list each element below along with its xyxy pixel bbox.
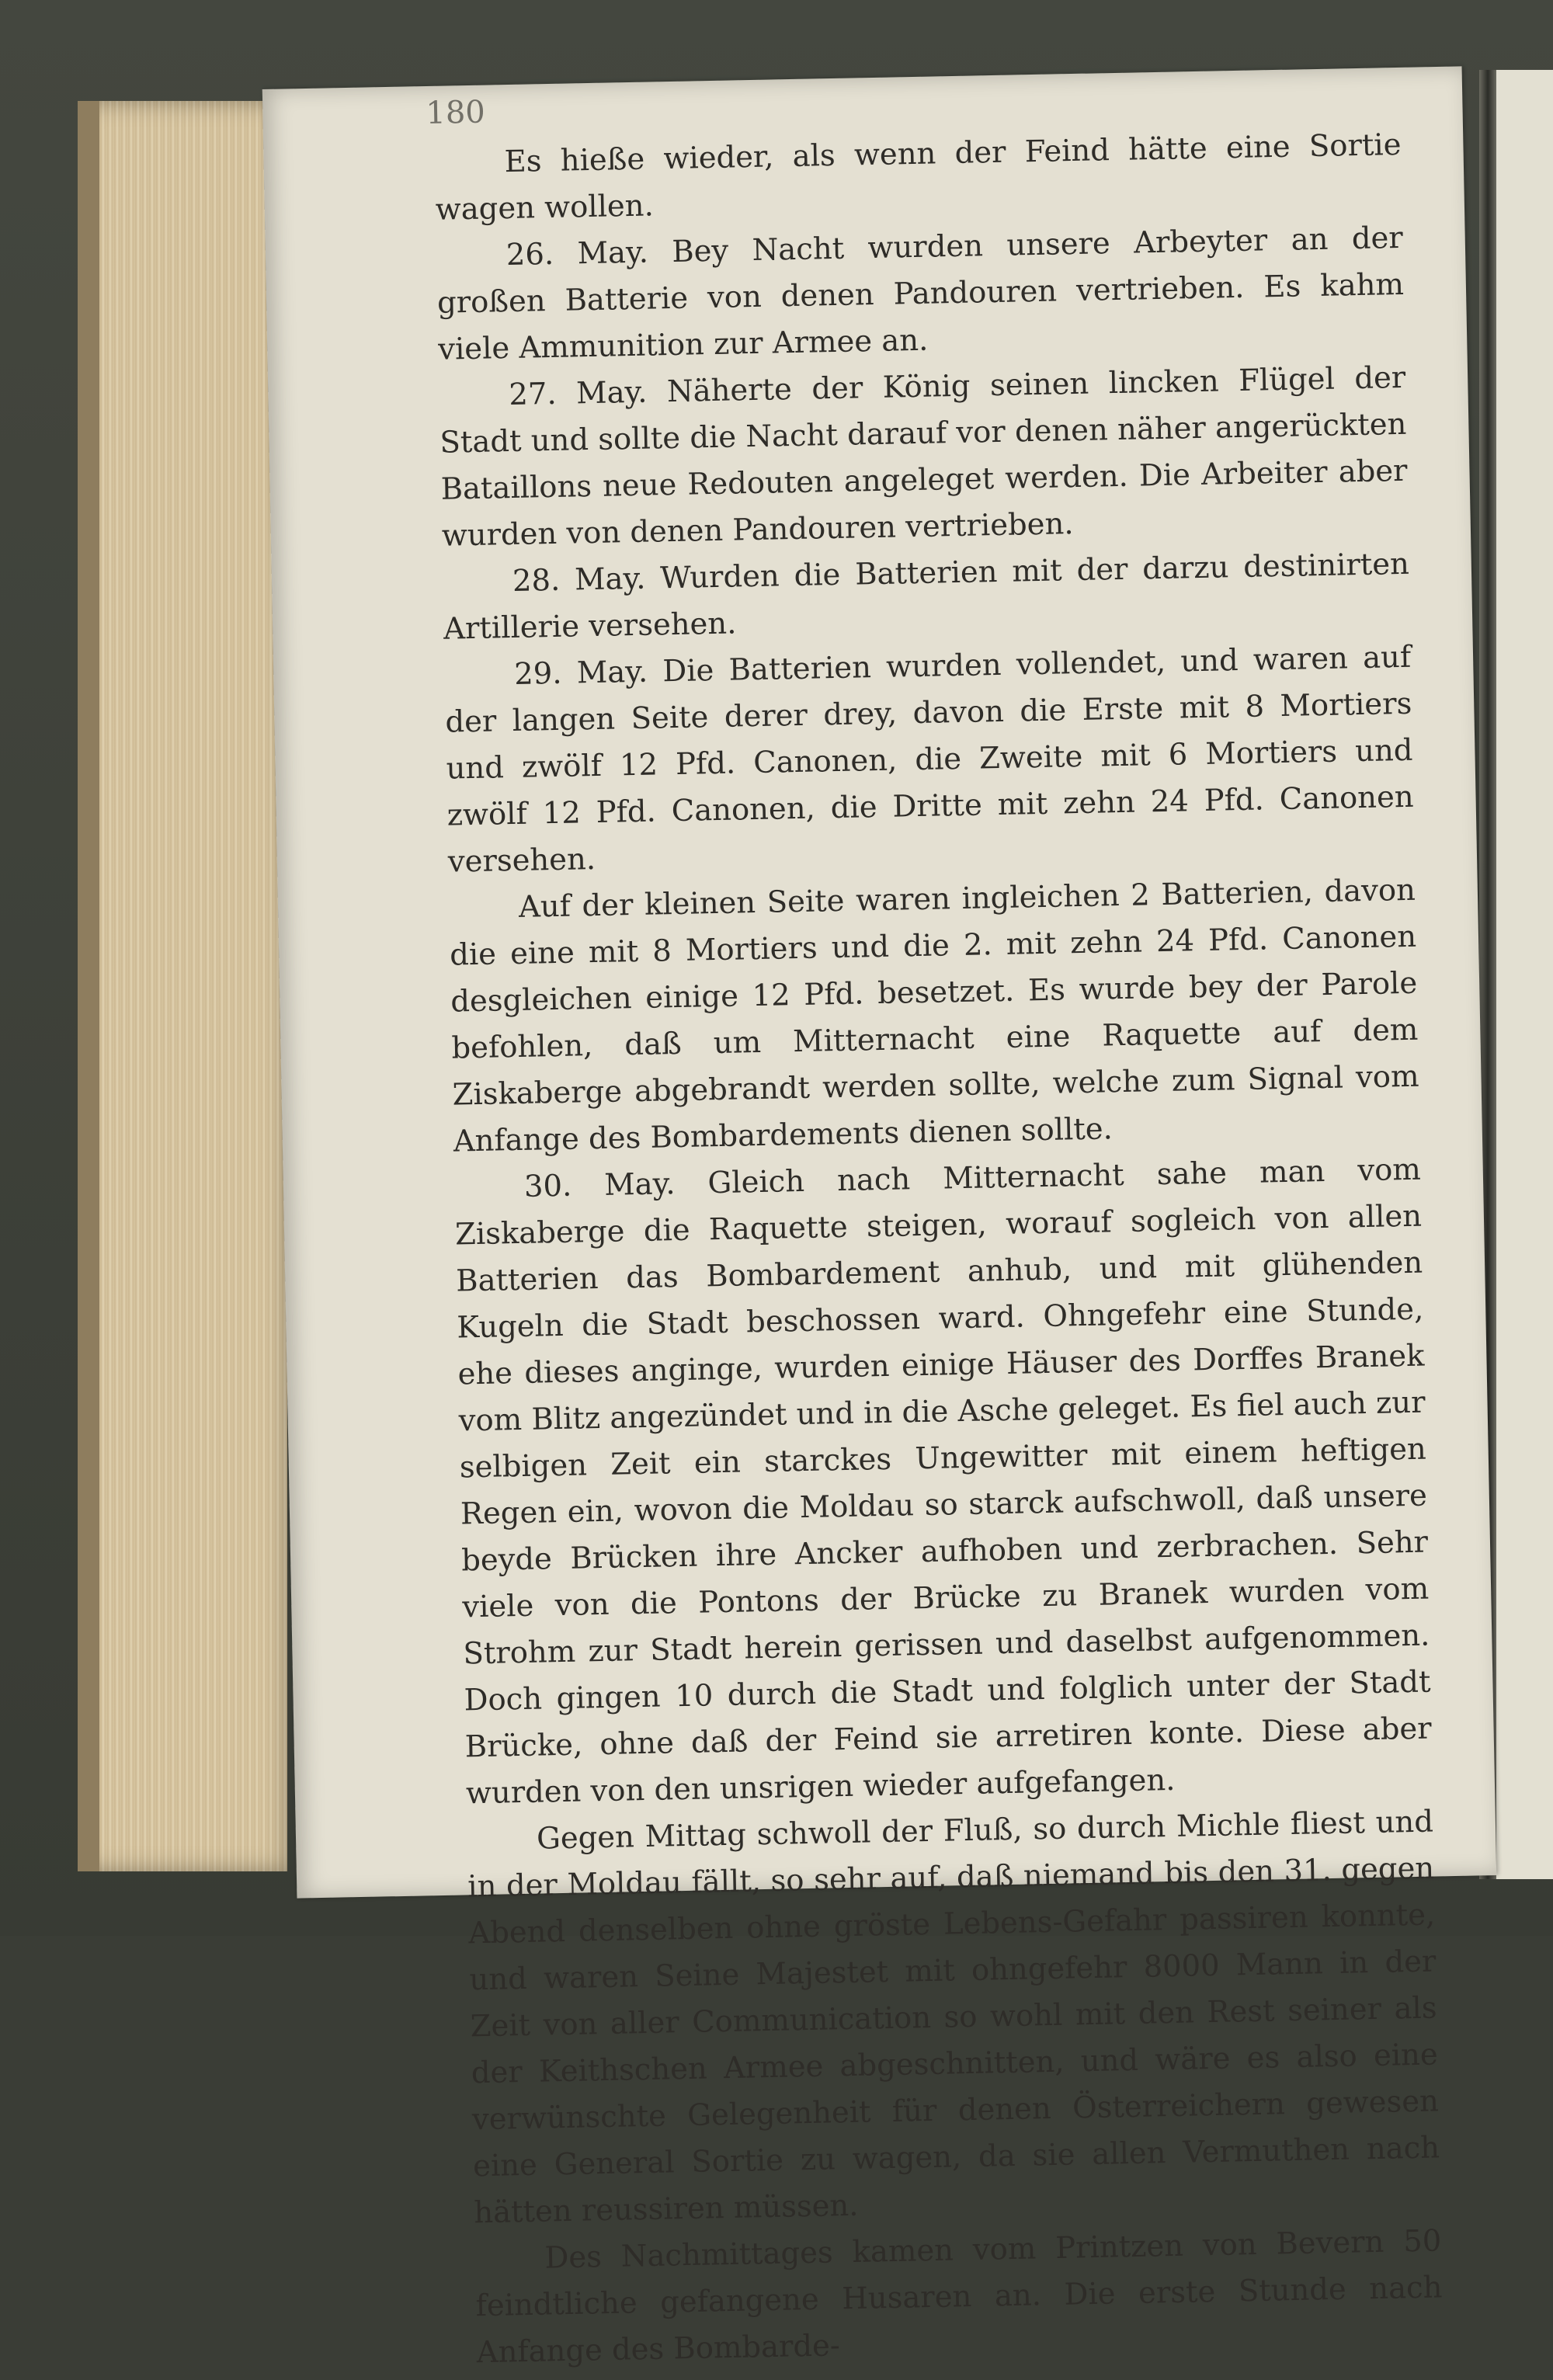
paragraph-9: Des Nachmittages kamen vom Printzen von Bevern 50 feindtliche gefangene Husaren an. Die erste Stunde nach Anfange des Bombarde-: [475, 2223, 1443, 2371]
book-page: [262, 66, 1496, 2371]
paragraph-5: 29. May. Die Batterien wurden vollendet, und waren auf der langen Seite derer drey, davon die Erste mit 8 Mortiers und zwölf 12 Pfd. Canonen, die Zweite mit 6 Mortiers und zwölf 12 Pfd. Canonen, die Dritte mit zehn 24 Pfd. Canonen versehen.: [445, 639, 1414, 880]
paragraph-7: 30. May. Gleich nach Mitternacht sahe man vom Ziskaberge die Raquette steigen, worauf sogleich von allen Batterien das Bombardement anhub, und mit glühenden Kugeln die Stadt beschossen ward. Ohngefehr eine Stunde, ehe dieses anginge, wurden einige Häuser des Dorffes Branek vom Blitz angezündet und in die Asche geleget. Es fiel auch zur selbigen Zeit ein starckes Ungewitter mit einem heftigen Regen ein, wovon die Moldau so starck aufschwoll, daß unsere beyde Brücken ihre Ancker aufhoben und zerbrachen. Sehr viele von die Pontons der Brücke zu Branek wurden vom Strohm zur Stadt herein gerissen und daselbst aufgenommen. Doch gingen 10 durch die Stadt und folglich unter der Stadt Brücke, ohne daß der Feind sie arretiren konte. Diese aber wurden von den unsrigen wieder aufgefangen.: [454, 1152, 1433, 1812]
paragraph-1: Es hieße wieder, als wenn der Feind hätte eine Sortie wagen wollen.: [435, 127, 1402, 228]
paragraph-2: 26. May. Bey Nacht wurden unsere Arbeyter an der großen Batterie von denen Pandouren vertrieben. Es kahm viele Ammunition zur Armee an.: [436, 220, 1405, 367]
paragraph-4: 28. May. Wurden die Batterien mit der darzu destinirten Artillerie versehen.: [443, 546, 1410, 647]
book-page-edges: [78, 101, 287, 1871]
book-cover-edge: [78, 101, 99, 1871]
page-text: [434, 122, 1444, 2376]
paragraph-8: Gegen Mittag schwoll der Fluß, so durch Michle fliest und in der Moldau fällt, so sehr auf, daß niemand bis den 31. gegen Abend denselben ohne gröste Lebens-Gefahr passiren konnte, und waren Seine Majestet mit ohngefehr 8000 Mann in der Zeit von aller Communication so wohl mit den Rest seiner als der Keithschen Armee abgeschnitten, und wäre es also eine verwünschte Gelegenheit für denen Österreichern gewesen eine General Sortie zu wagen, da sie allen Vermuthen nach hätten reussiren müssen.: [467, 1804, 1440, 2231]
paragraph-6: Auf der kleinen Seite waren ingleichen 2 Batterien, davon die eine mit 8 Mortiers und die 2. mit zehn 24 Pfd. Canonen desgleichen einige 12 Pfd. besetzet. Es wurde bey der Parole befohlen, daß um Mitternacht eine Raquette auf dem Ziskaberge abgebrandt werden sollte, welche zum Signal vom Anfange des Bombardements dienen sollte.: [449, 872, 1419, 1159]
page-number: 180: [425, 94, 486, 132]
facing-page: [1495, 70, 1553, 1879]
paragraph-3: 27. May. Näherte der König seinen lincken Flügel der Stadt und sollte die Nacht darauf vor denen näher angerückten Bataillons neue Redouten angeleget werden. Die Arbeiter aber wurden von denen Pandouren vertrieben.: [439, 360, 1408, 554]
